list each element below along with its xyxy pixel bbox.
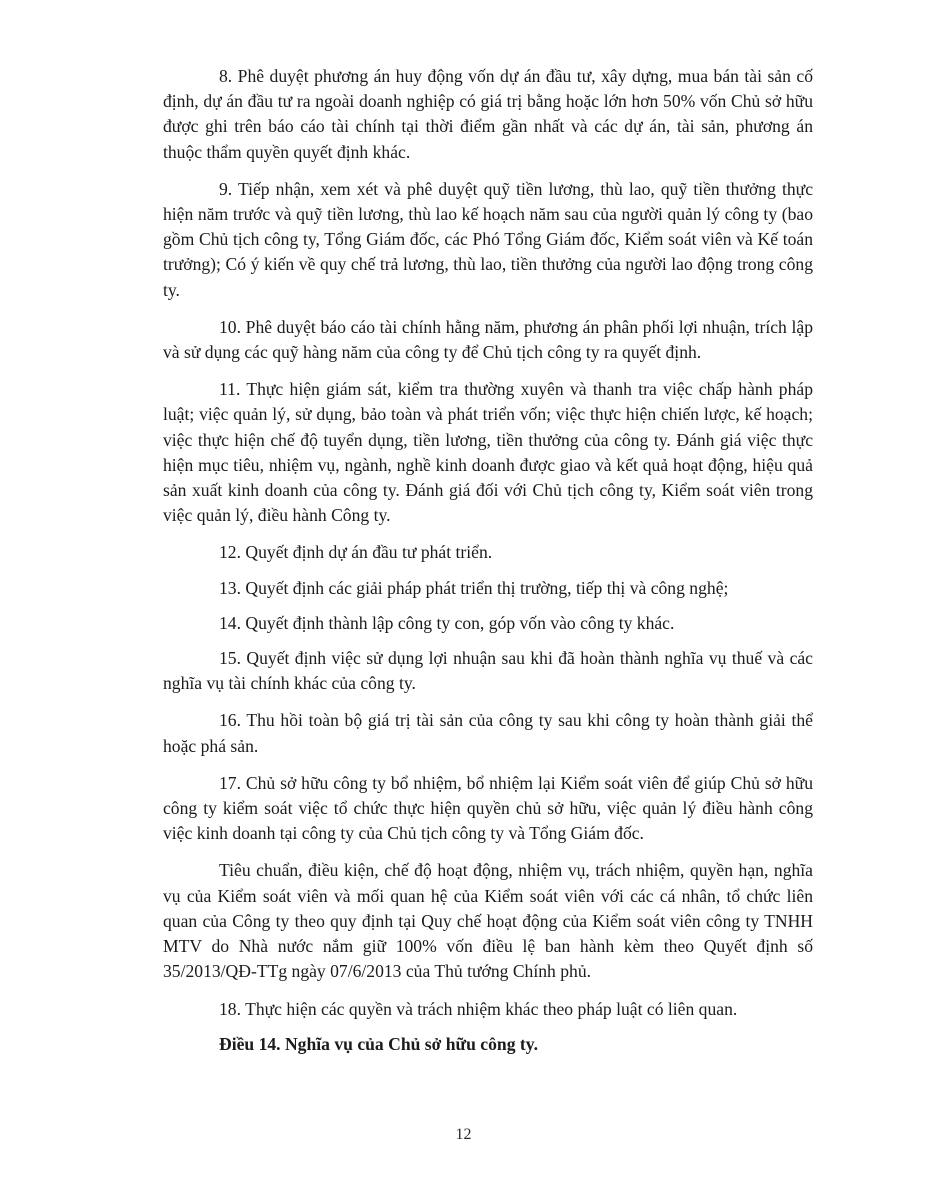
clause-16: 16. Thu hồi toàn bộ giá trị tài sản của công ty sau khi công ty hoàn thành giải thể hoặc phá sản. [163,710,813,756]
clause-10: 10. Phê duyệt báo cáo tài chính hằng năm, phương án phân phối lợi nhuận, trích lập và sử dụng các quỹ hàng năm của công ty để Chủ tịch công ty ra quyết định. [163,316,813,363]
clause-9: 9. Tiếp nhận, xem xét và phê duyệt quỹ tiền lương, thù lao, quỹ tiền thưởng thực hiện năm trước và quỹ tiền lương, thù lao kế hoạch năm sau của người quản lý công ty (bao gồm Chủ tịch công ty, Tổng Giám đốc, các Phó Tổng Giám đốc, Kiểm soát viên và Kế toán trưởng); Có ý kiến về quy chế trả lương, thù lao, tiền thưởng của người lao động trong công ty. [163,178,813,300]
clause-14: 14. Quyết định thành lập công ty con, góp vốn vào công ty khác. [219,612,675,633]
clause-17: 17. Chủ sở hữu công ty bổ nhiệm, bổ nhiệm lại Kiểm soát viên để giúp Chủ sở hữu công ty kiểm soát việc tổ chức thực hiện quyền chủ sở hữu, việc quản lý điều hành công việc kinh doanh tại công ty của Chủ tịch công ty và Tổng Giám đốc. [163,772,813,844]
page-number: 12 [455,1126,472,1143]
article-14-heading: Điều 14. Nghĩa vụ của Chủ sở hữu công ty. [219,1033,538,1054]
clause-11: 11. Thực hiện giám sát, kiểm tra thường xuyên và thanh tra việc chấp hành pháp luật; việc quản lý, sử dụng, bảo toàn và phát triển vốn; việc thực hiện chiến lược, kế hoạch; việc thực hiện chế độ tuyển dụng, tiền lương, tiền thưởng của công ty. Đánh giá việc thực hiện mục tiêu, nhiệm vụ, ngành, nghề kinh doanh được giao và kết quả hoạt động, hiệu quả sản xuất kinh doanh của công ty. Đánh giá đối với Chủ tịch công ty, Kiểm soát viên trong việc quản lý, điều hành Công ty. [163,379,813,526]
clause-8: 8. Phê duyệt phương án huy động vốn dự án đầu tư, xây dựng, mua bán tài sản cố định, dự án đầu tư ra ngoài doanh nghiệp có giá trị bằng hoặc lớn hơn 50% vốn Chủ sở hữu được ghi trên báo cáo tài chính tại thời điểm gần nhất và các dự án, tài sản, phương án thuộc thẩm quyền quyết định khác. [163,66,813,162]
clause-18: 18. Thực hiện các quyền và trách nhiệm khác theo pháp luật có liên quan. [219,998,738,1019]
supervisor-standards-paragraph: Tiêu chuẩn, điều kiện, chế độ hoạt động, nhiệm vụ, trách nhiệm, quyền hạn, nghĩa vụ của Kiểm soát viên và mối quan hệ của Kiểm soát viên với các cá nhân, tổ chức liên quan của Công ty theo quy định tại Quy chế hoạt động của Kiểm soát viên công ty TNHH MTV do Nhà nước nắm giữ 100% vốn điều lệ ban hành kèm theo Quyết định số 35/2013/QĐ-TTg ngày 07/6/2013 của Thủ tướng Chính phủ. [163,860,813,982]
document-body [163,64,813,1057]
clause-12: 12. Quyết định dự án đầu tư phát triển. [219,542,493,563]
clause-13: 13. Quyết định các giải pháp phát triển thị trường, tiếp thị và công nghệ; [219,577,729,598]
clause-15: 15. Quyết định việc sử dụng lợi nhuận sau khi đã hoàn thành nghĩa vụ thuế và các nghĩa vụ tài chính khác của công ty. [163,648,813,694]
